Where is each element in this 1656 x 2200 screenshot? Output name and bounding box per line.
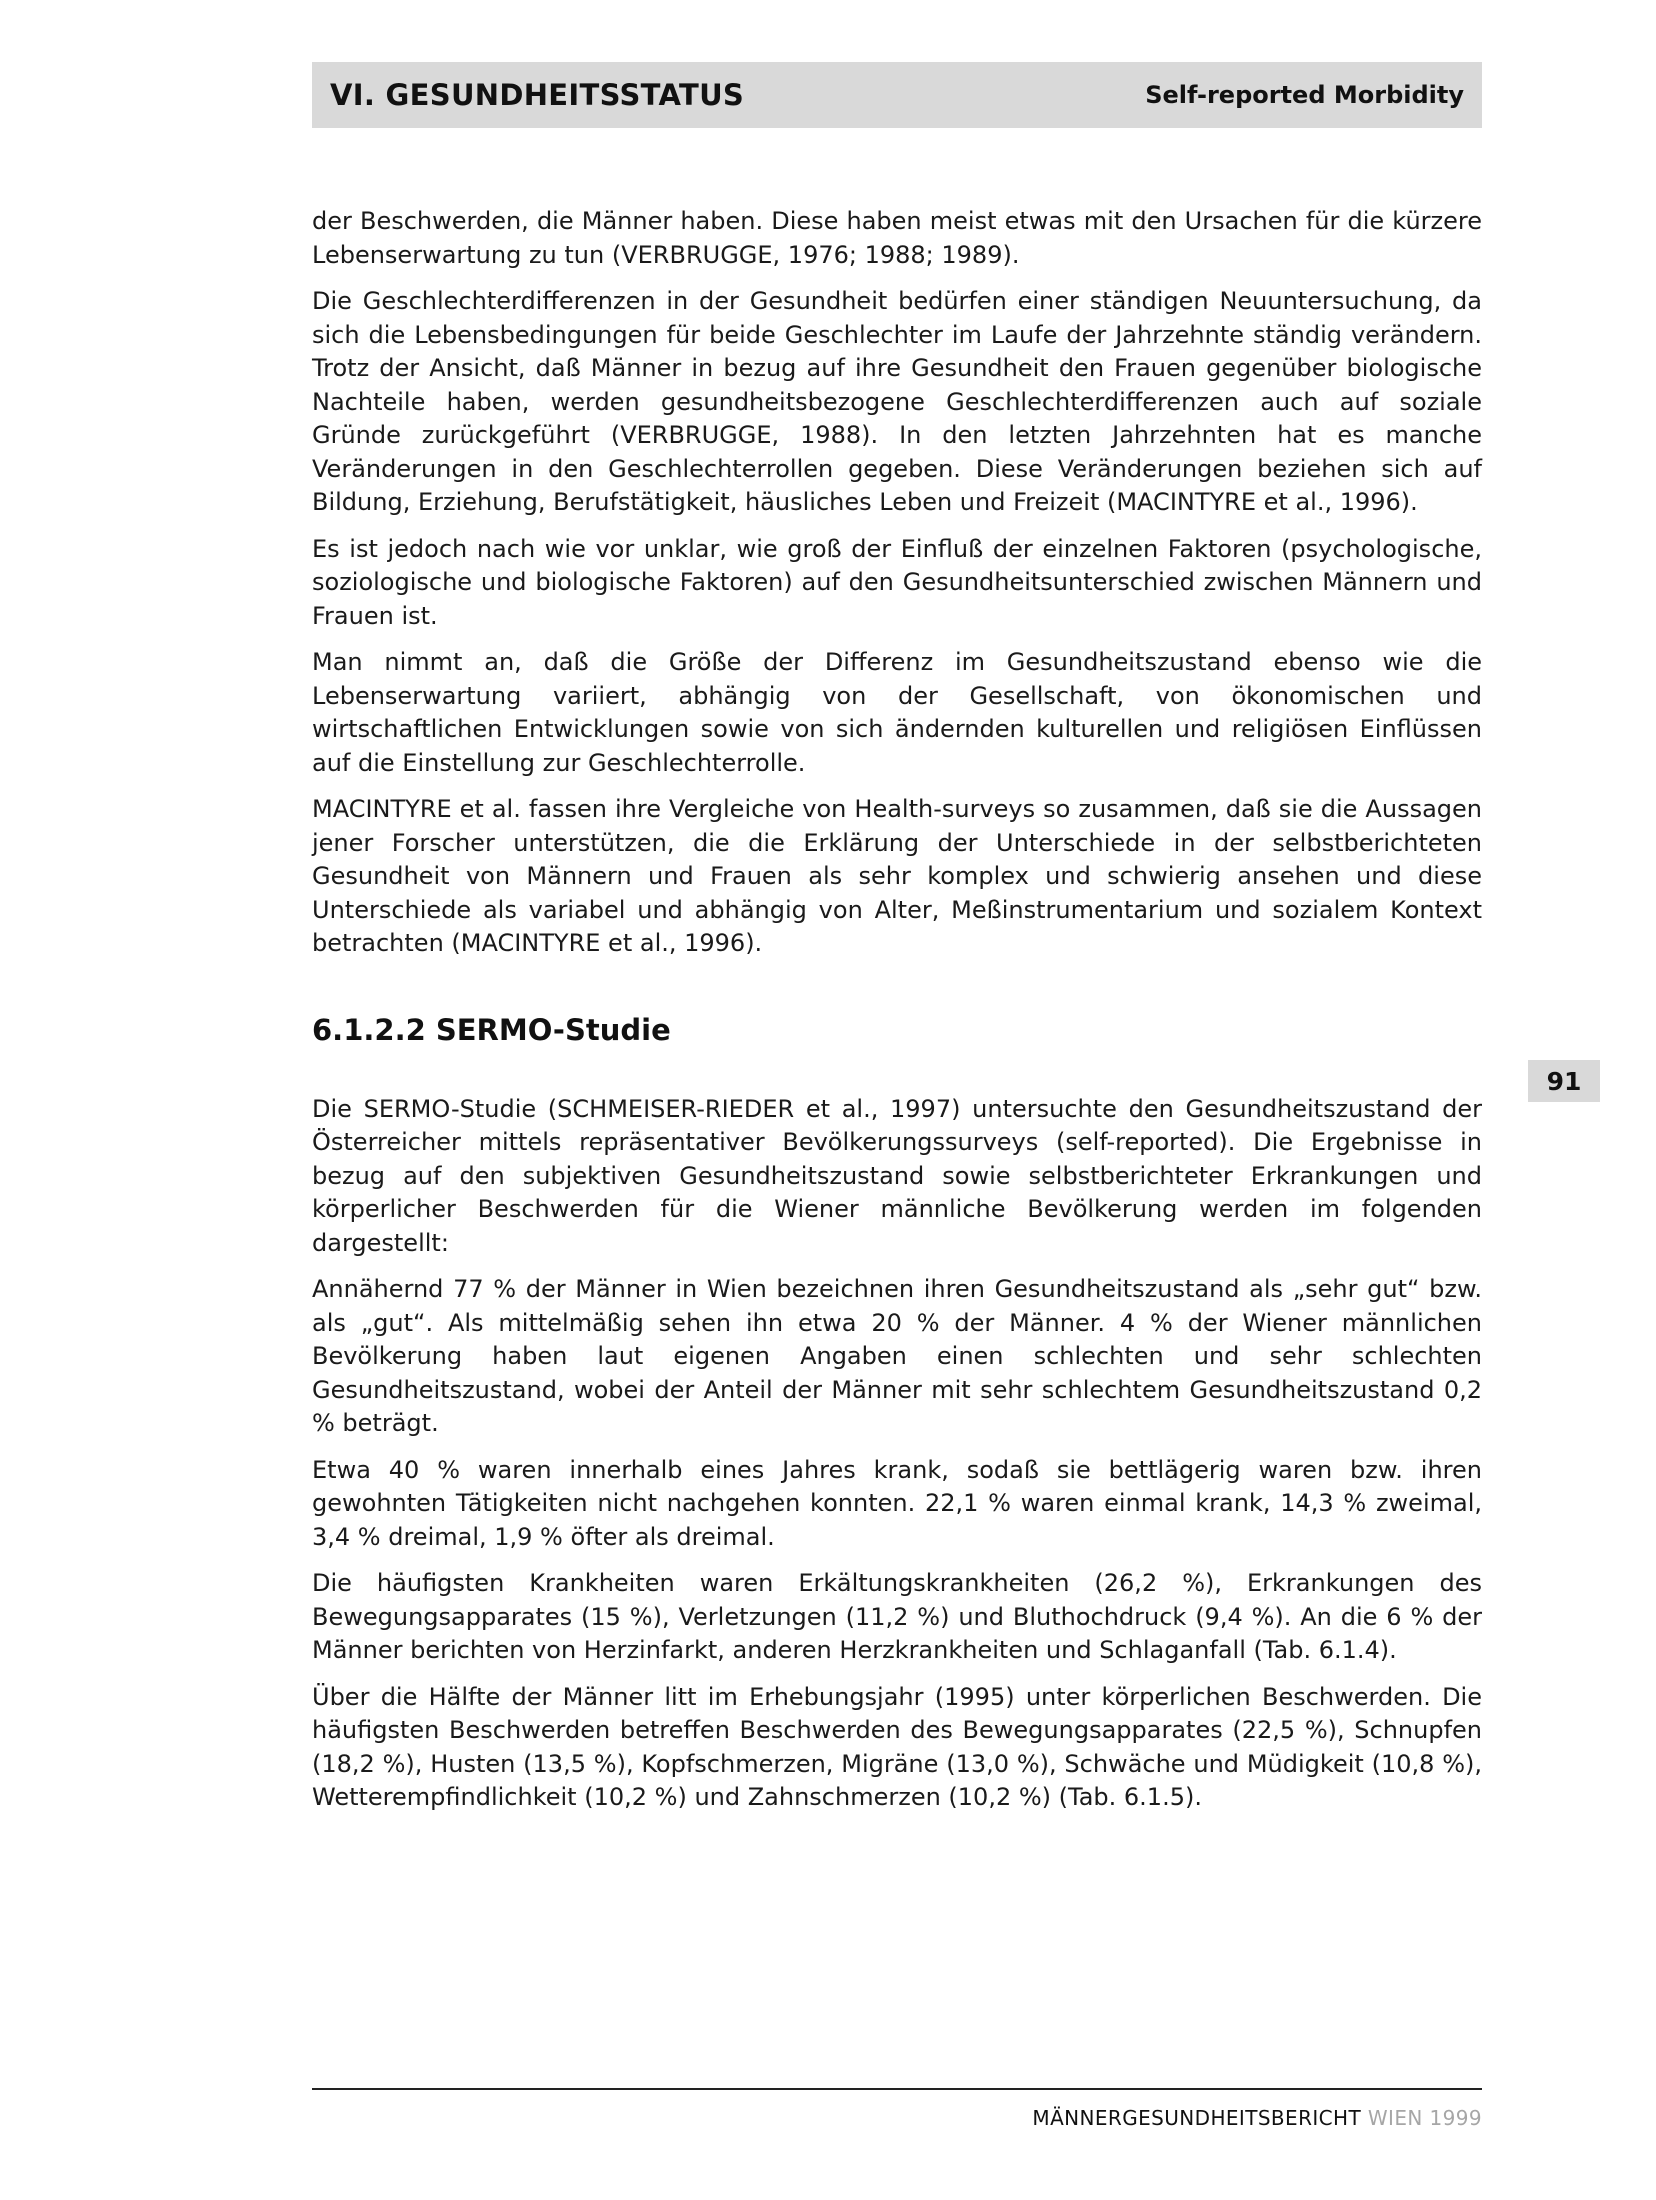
footer-place-year: WIEN 1999: [1361, 2106, 1482, 2130]
section-heading: 6.1.2.2 SERMO-Studie: [312, 1012, 671, 1047]
footer-report-title: MÄNNERGESUNDHEITSBERICHT: [1032, 2106, 1362, 2130]
page-body: [312, 205, 1482, 1828]
paragraph: der Beschwerden, die Männer haben. Diese haben meist etwas mit den Ursachen für die kürzere Lebenserwartung zu tun (VERBRUGGE, 1976; 1988; 1989).: [312, 207, 1482, 269]
paragraph: Annähernd 77 % der Männer in Wien bezeichnen ihren Gesundheitszustand als „sehr gut“ bzw. als „gut“. Als mittelmäßig sehen ihn etwa 20 % der Männer. 4 % der Wiener männlichen Bevölkerung haben laut eigenen Angaben einen schlechten und sehr schlechten Gesundheitszustand, wobei der Anteil der Männer mit sehr schlechtem Gesundheitszustand 0,2 % beträgt.: [312, 1275, 1482, 1437]
chapter-title: VI. GESUNDHEITSSTATUS: [330, 78, 745, 112]
page-number-badge: [1528, 1060, 1600, 1102]
paragraph: Die Geschlechterdifferenzen in der Gesundheit bedürfen einer ständigen Neuuntersuchung, da sich die Lebensbedingungen für beide Geschlechter im Laufe der Jahrzehnte ständig verändern. Trotz der Ansicht, daß Männer in bezug auf ihre Gesundheit den Frauen gegenüber biologische Nachteile haben, werden gesundheitsbezogene Geschlechterdifferenzen auch auf soziale Gründe zurückgeführt (VERBRUGGE, 1988). In den letzten Jahrzehnten hat es manche Veränderungen in den Geschlechterrollen gegeben. Diese Veränderungen beziehen sich auf Bildung, Erziehung, Berufstätigkeit, häusliches Leben und Freizeit (MACINTYRE et al., 1996).: [312, 287, 1482, 516]
chapter-header-bar: [312, 62, 1482, 128]
paragraph: Die SERMO-Studie (SCHMEISER-RIEDER et al., 1997) untersuchte den Gesundheitszustand der Österreicher mittels repräsentativer Bevölkerungssurveys (self-reported). Die Ergebnisse in bezug auf den subjektiven Gesundheitszustand sowie selbstberichteter Erkrankungen und körperlicher Beschwerden für die Wiener männliche Bevölkerung werden im folgenden dargestellt:: [312, 1094, 1482, 1257]
footer: [1032, 2106, 1482, 2130]
paragraph: Man nimmt an, daß die Größe der Differenz im Gesundheitszustand ebenso wie die Lebenserwartung variiert, abhängig von der Gesellschaft, von ökonomischen und wirtschaftlichen Entwicklungen sowie von sich ändernden kulturellen und religiösen Einflüssen auf die Einstellung zur Geschlechterrolle.: [312, 648, 1482, 777]
page-number: 91: [1546, 1066, 1582, 1096]
paragraph: Etwa 40 % waren innerhalb eines Jahres krank, sodaß sie bettlägerig waren bzw. ihren gewohnten Tätigkeiten nicht nachgehen konnten. 22,1 % waren einmal krank, 14,3 % zweimal, 3,4 % dreimal, 1,9 % öfter als dreimal.: [312, 1455, 1482, 1551]
paragraph: Die häufigsten Krankheiten waren Erkältungskrankheiten (26,2 %), Erkrankungen des Bewegungsapparates (15 %), Verletzungen (11,2 %) und Bluthochdruck (9,4 %). An die 6 % der Männer berichten von Herzinfarkt, anderen Herzkrankheiten und Schlaganfall (Tab. 6.1.4).: [312, 1569, 1482, 1664]
paragraph: Es ist jedoch nach wie vor unklar, wie groß der Einfluß der einzelnen Faktoren (psychologische, soziologische und biologische Faktoren) auf den Gesundheitsunterschied zwischen Männern und Frauen ist.: [312, 534, 1482, 630]
paragraph: MACINTYRE et al. fassen ihre Vergleiche von Health-surveys so zusammen, daß sie die Aussagen jener Forscher unterstützen, die die Erklärung der Unterschiede in der selbstberichteten Gesundheit von Männern und Frauen als sehr komplex und schwierig ansehen und diese Unterschiede als variabel und abhängig von Alter, Meßinstrumentarium und sozialem Kontext betrachten (MACINTYRE et al., 1996).: [312, 795, 1482, 957]
footer-divider: [312, 2088, 1482, 2090]
paragraph: Über die Hälfte der Männer litt im Erhebungsjahr (1995) unter körperlichen Beschwerden. Die häufigsten Beschwerden betreffen Beschwerden des Bewegungsapparates (22,5 %), Schnupfen (18,2 %), Husten (13,5 %), Kopfschmerzen, Migräne (13,0 %), Schwäche und Müdigkeit (10,8 %), Wetterempfindlichkeit (10,2 %) und Zahnschmerzen (10,2 %) (Tab. 6.1.5).: [312, 1682, 1482, 1811]
section-title: Self-reported Morbidity: [1145, 81, 1464, 109]
